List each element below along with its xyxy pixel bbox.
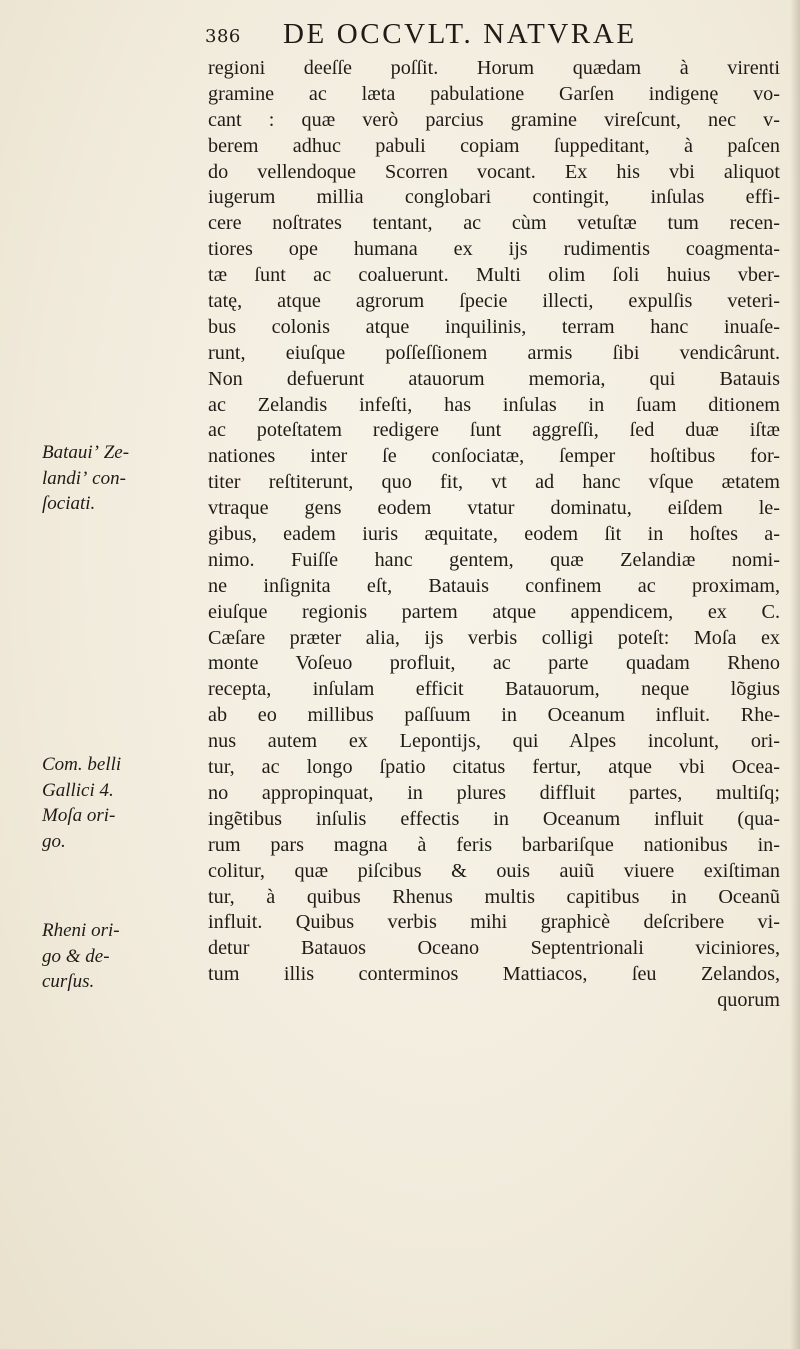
page-header <box>205 12 765 56</box>
margin-note-line: Rheni ori- <box>42 920 120 941</box>
text-line: berem adhuc pabuli copiam ſuppeditant, à paſcen <box>208 134 780 157</box>
margin-note-line: go. <box>42 830 66 852</box>
margin-note-line: landiʼ con- <box>42 467 126 489</box>
margin-note-mosa-origo <box>42 752 121 854</box>
text-line: tur, ac longo ſpatio citatus fertur, atque vbi Ocea- <box>208 756 780 779</box>
text-line: no appropinquat, in plures diffluit partes, multiſq; <box>208 781 780 804</box>
text-line: tur, à quibus Rhenus multis capitibus in Oceanũ <box>208 885 780 908</box>
margin-note-line: go & de- <box>42 945 110 967</box>
text-line: ac Zelandis infeſti, has inſulas in ſuam ditionem <box>208 393 780 416</box>
text-line: regioni deeſſe poſſit. Horum quædam à virenti <box>208 57 780 79</box>
text-line: monte Voſeuo profluit, ac parte quadam Rheno <box>208 652 780 675</box>
text-line: nationes inter ſe conſociatæ, ſemper hoſtibus for- <box>208 445 780 468</box>
running-head: DE OCCVLT. NATVRAE <box>283 18 637 50</box>
margin-note-batavi-zelandi <box>42 440 129 517</box>
text-line: ab eo millibus paſſuum in Oceanum influit. Rhe- <box>208 704 780 727</box>
text-line: titer reſtiterunt, quo fit, vt ad hanc vſque ætatem <box>208 471 780 494</box>
text-line: tatę, atque agrorum ſpecie illecti, expulſis veteri- <box>208 290 780 313</box>
text-line: runt, eiuſque poſſeſſionem armis ſibi vendicârunt. <box>208 341 780 364</box>
catchword: quorum <box>717 989 780 1012</box>
page-number: 386 <box>205 26 241 47</box>
margin-note-line: curſus. <box>42 971 95 993</box>
text-line: iugerum millia conglobari contingit, inſulas effi- <box>208 186 780 209</box>
text-line: detur Batauos Oceano Septentrionali viciniores, <box>208 937 780 960</box>
text-line: do vellendoque Scorren vocant. Ex his vbi aliquot <box>208 160 780 183</box>
text-line: influit. Quibus verbis mihi graphicè deſcribere vi- <box>208 911 780 934</box>
margin-note-line: ſociati. <box>42 493 96 515</box>
text-line: ingẽtibus inſulis effectis in Oceanum influit (qua- <box>208 807 780 830</box>
text-line: tiores ope humana ex ijs rudimentis coagmenta- <box>208 238 780 261</box>
margin-note-line: Com. belli <box>42 754 122 775</box>
text-line: Cæſare præter alia, ijs verbis colligi poteſt: Moſa ex <box>208 626 780 649</box>
text-line: eiuſque regionis partem atque appendicem, ex C. <box>208 600 780 623</box>
text-line: colitur, quæ piſcibus & ouis auiũ viuere exiſtiman <box>208 859 780 882</box>
margin-note-line: Gallici 4. <box>42 779 114 801</box>
margin-note-line: Batauiʼ Ze- <box>42 442 130 463</box>
text-line: recepta, inſulam efficit Batauorum, neque lõgius <box>208 678 780 701</box>
text-line: gramine ac læta pabulatione Garſen indigenę vo- <box>208 82 780 105</box>
text-line: tæ ſunt ac coaluerunt. Multi olim ſoli huius vber- <box>208 264 780 287</box>
text-line: nus autem ex Lepontijs, qui Alpes incolunt, ori- <box>208 730 780 753</box>
text-line: gibus, eadem iuris æquitate, eodem ſit in hoſtes a- <box>208 523 780 546</box>
text-line: nimo. Fuiſſe hanc gentem, quæ Zelandiæ nomi- <box>208 548 780 571</box>
page-edge-shadow <box>790 0 800 1349</box>
body-text <box>208 56 780 1014</box>
text-line: tum illis conterminos Mattiacos, ſeu Zelandos, <box>208 963 780 986</box>
text-line: ne inſignita eſt, Batauis confinem ac proximam, <box>208 574 780 597</box>
text-line: rum pars magna à feris barbariſque nationibus in- <box>208 833 780 856</box>
text-line: Non defuerunt atauorum memoria, qui Batauis <box>208 367 780 390</box>
margin-note-line: Moſa ori- <box>42 805 116 827</box>
text-line: cant : quæ verò parcius gramine vireſcunt, nec v- <box>208 108 780 131</box>
text-line: ac poteſtatem redigere ſunt aggreſſi, ſed duæ iſtæ <box>208 419 780 442</box>
text-line: vtraque gens eodem vtatur dominatu, eiſdem le- <box>208 497 780 520</box>
text-line: bus colonis atque inquilinis, terram hanc inuaſe- <box>208 315 780 338</box>
margin-note-rheni-origo <box>42 918 120 995</box>
text-line: cere noſtrates tentant, ac cùm vetuſtæ tum recen- <box>208 212 780 235</box>
